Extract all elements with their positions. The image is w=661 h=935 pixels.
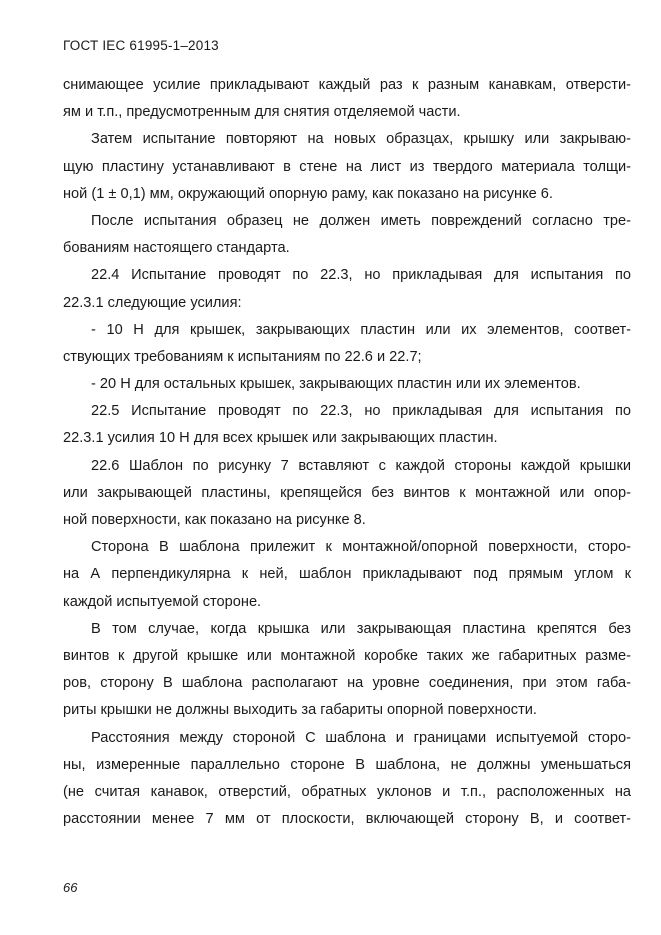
text-line: В том случае, когда крышка или закрывающая пластина крепятся без	[91, 620, 631, 637]
text-line: расстоянии менее 7 мм от плоскости, включающей сторону В, и соответ-	[63, 811, 631, 828]
text-line: - 20 Н для остальных крышек, закрывающих пластин или их элементов.	[91, 376, 581, 393]
text-line: бованиям настоящего стандарта.	[63, 240, 290, 257]
standard-designation: ГОСТ IEC 61995-1–2013	[63, 38, 219, 53]
text-line: риты крышки не должны выходить за габариты опорной поверхности.	[63, 702, 537, 719]
text-line: 22.3.1 следующие усилия:	[63, 294, 242, 311]
text-line: ям и т.п., предусмотренным для снятия отделяемой части.	[63, 104, 461, 121]
document-header	[63, 38, 219, 53]
text-line: 22.4 Испытание проводят по 22.3, но прикладывая для испытания по	[91, 267, 631, 284]
text-line: щую пластину устанавливают в стене на лист из твердого материала толщи-	[63, 158, 631, 175]
page-number: 66	[63, 880, 78, 895]
page-footer	[63, 880, 77, 895]
text-line: ров, сторону В шаблона располагают на уровне соединения, при этом габа-	[63, 675, 631, 692]
text-line: 22.3.1 усилия 10 Н для всех крышек или закрывающих пластин.	[63, 430, 498, 447]
text-line: каждой испытуемой стороне.	[63, 593, 262, 610]
text-line: Сторона В шаблона прилежит к монтажной/опорной поверхности, сторо-	[91, 539, 631, 556]
text-line: или закрывающей пластины, крепящейся без винтов к монтажной или опор-	[63, 484, 631, 501]
text-line: Расстояния между стороной С шаблона и границами испытуемой сторо-	[91, 729, 631, 746]
text-line: ной (1 ± 0,1) мм, окружающий опорную раму, как показано на рисунке 6.	[63, 185, 553, 202]
text-line: - 10 Н для крышек, закрывающих пластин или их элементов, соответ-	[91, 321, 631, 338]
text-line: ствующих требованиям к испытаниям по 22.6 и 22.7;	[63, 348, 422, 365]
text-line: После испытания образец не должен иметь повреждений согласно тре-	[91, 212, 631, 229]
text-line: (не считая канавок, отверстий, обратных уклонов и т.п., расположенных на	[63, 783, 631, 800]
text-line: на А перпендикулярна к ней, шаблон прикладывают под прямым углом к	[63, 566, 631, 583]
text-line: 22.5 Испытание проводят по 22.3, но прикладывая для испытания по	[91, 403, 631, 420]
text-line: Затем испытание повторяют на новых образцах, крышку или закрываю-	[91, 131, 631, 148]
text-line: ной поверхности, как показано на рисунке 8.	[63, 512, 366, 528]
text-line: ны, измеренные параллельно стороне В шаблона, не должны уменьшаться	[63, 756, 631, 773]
text-line: снимающее усилие прикладывают каждый раз к разным канавкам, отверсти-	[63, 77, 631, 93]
text-line: винтов к другой крышке или монтажной коробке таких же габаритных разме-	[63, 647, 631, 664]
text-line: 22.6 Шаблон по рисунку 7 вставляют с каждой стороны каждой крышки	[91, 457, 631, 474]
page-body	[63, 72, 631, 833]
